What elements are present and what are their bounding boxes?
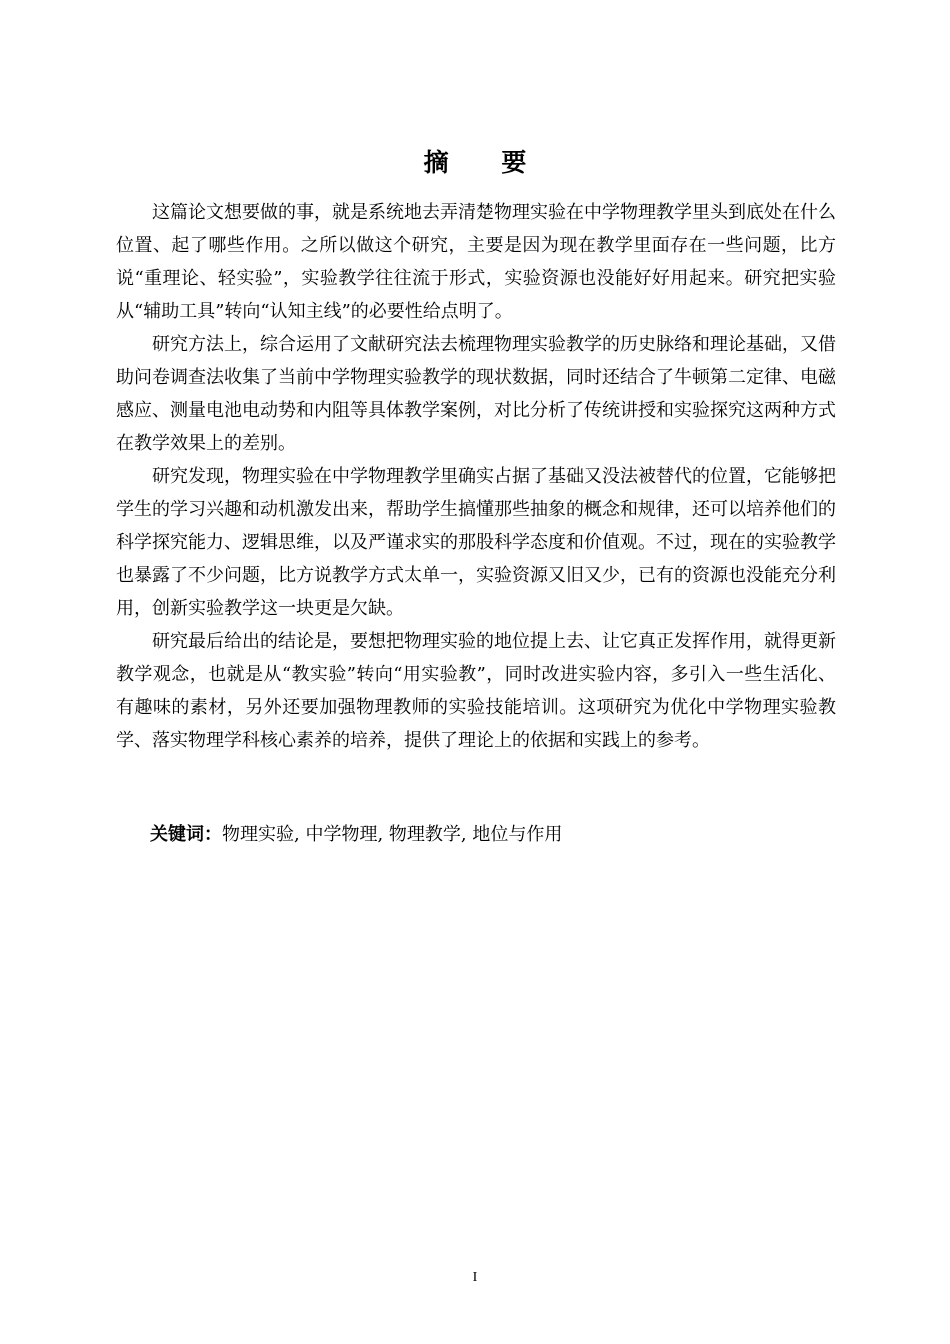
abstract-body	[116, 196, 836, 757]
page-number: I	[472, 1270, 478, 1285]
abstract-paragraph-2: 研究方法上，综合运用了文献研究法去梳理物理实验教学的历史脉络和理论基础，又借助问卷调查法收集了当前中学物理实验教学的现状数据，同时还结合了牛顿第二定律、电磁感应、测量电池电动势和内阻等具体教学案例，对比分析了传统讲授和实验探究这两种方式在教学效果上的差别。	[116, 334, 836, 454]
abstract-paragraph-1: 这篇论文想要做的事，就是系统地去弄清楚物理实验在中学物理教学里头到底处在什么位置、起了哪些作用。之所以做这个研究，主要是因为现在教学里面存在一些问题，比方说“重理论、轻实验”，实验教学往往流于形式，实验资源也没能好好用起来。研究把实验从“辅助工具”转向“认知主线”的必要性给点明了。	[116, 202, 836, 322]
abstract-paragraph-3: 研究发现，物理实验在中学物理教学里确实占据了基础又没法被替代的位置，它能够把学生的学习兴趣和动机激发出来，帮助学生搞懂那些抽象的概念和规律，还可以培养他们的科学探究能力、逻辑思维，以及严谨求实的那股科学态度和价值观。不过，现在的实验教学也暴露了不少问题，比方说教学方式太单一，实验资源又旧又少，已有的资源也没能充分利用，创新实验教学这一块更是欠缺。	[116, 466, 836, 619]
keywords-value: 物理实验, 中学物理, 物理教学, 地位与作用	[222, 824, 563, 845]
keywords-label: 关键词：	[150, 824, 222, 845]
abstract-paragraph-4: 研究最后给出的结论是，要想把物理实验的地位提上去、让它真正发挥作用，就得更新教学观念，也就是从“教实验”转向“用实验教”，同时改进实验内容，多引入一些生活化、有趣味的素材，另外还要加强物理教师的实验技能培训。这项研究为优化中学物理实验教学、落实物理学科核心素养的培养，提供了理论上的依据和实践上的参考。	[116, 631, 836, 751]
keywords-line	[150, 818, 830, 851]
abstract-title: 摘 要	[423, 148, 549, 177]
